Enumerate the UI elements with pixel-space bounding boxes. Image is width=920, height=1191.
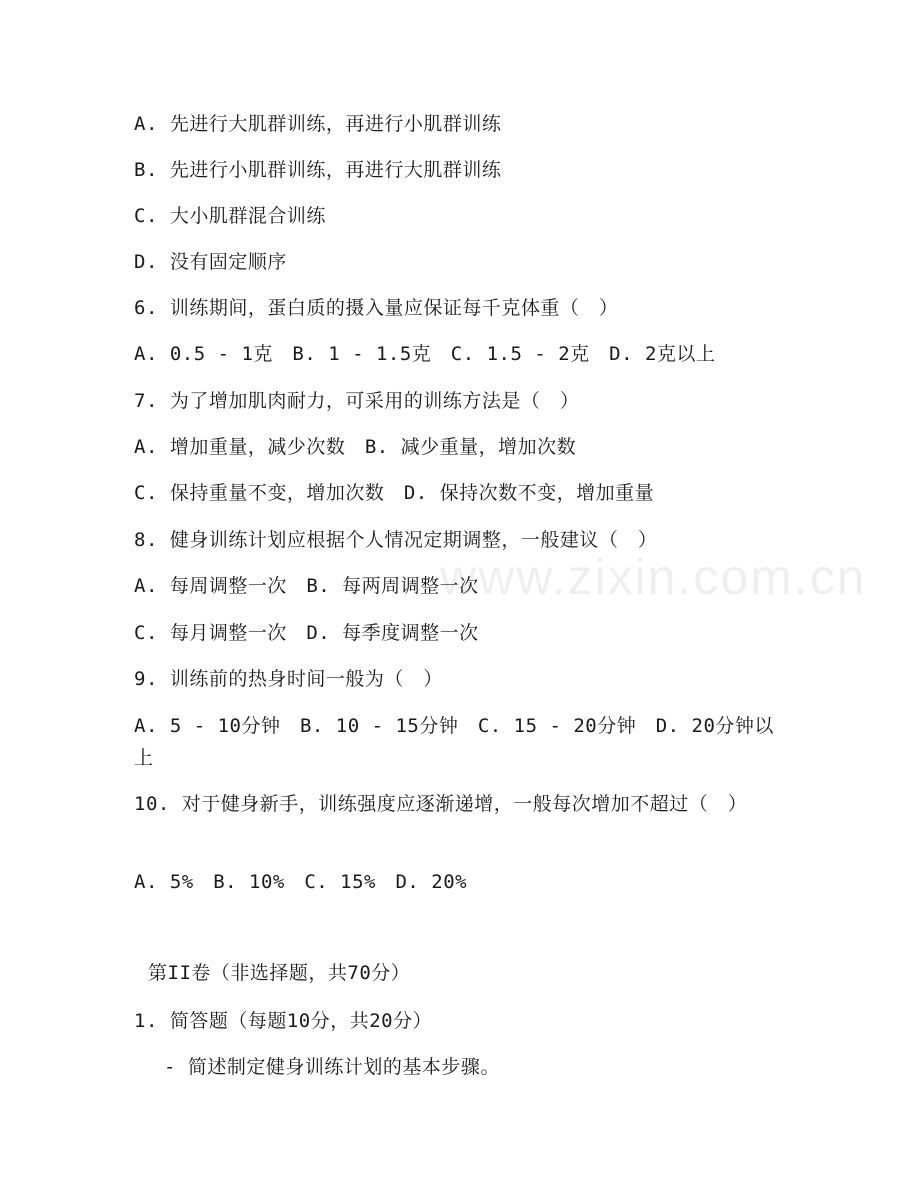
options-q7-ab: A. 增加重量，减少次数 B. 减少重量，增加次数	[134, 436, 577, 458]
question-9: 9. 训练前的热身时间一般为（ ）	[134, 668, 443, 690]
options-q8-cd: C. 每月调整一次 D. 每季度调整一次	[134, 622, 479, 644]
option-q5-b: B. 先进行小肌群训练，再进行大肌群训练	[134, 159, 502, 181]
options-q7-cd: C. 保持重量不变，增加次数 D. 保持次数不变，增加重量	[134, 482, 655, 504]
options-q6: A. 0.5 - 1克 B. 1 - 1.5克 C. 1.5 - 2克 D. 2克以上	[134, 343, 716, 365]
option-q5-c: C. 大小肌群混合训练	[134, 205, 326, 227]
option-q5-a: A. 先进行大肌群训练，再进行小肌群训练	[134, 113, 502, 135]
watermark: www.zixin.com.cn	[440, 549, 867, 605]
question-6: 6. 训练期间，蛋白质的摄入量应保证每千克体重（ ）	[134, 297, 619, 319]
question-10: 10. 对于健身新手，训练强度应逐渐递增，一般每次增加不超过（ ）	[134, 793, 748, 815]
short-answer-item-1: - 简述制定健身训练计划的基本步骤。	[164, 1056, 500, 1078]
question-8: 8. 健身训练计划应根据个人情况定期调整，一般建议（ ）	[134, 529, 658, 551]
options-q10: A. 5% B. 10% C. 15% D. 20%	[134, 871, 468, 893]
question-7: 7. 为了增加肌肉耐力，可采用的训练方法是（ ）	[134, 390, 580, 412]
section-heading-part-ii: 第II卷（非选择题，共70分）	[148, 962, 411, 984]
option-q5-d: D. 没有固定顺序	[134, 251, 287, 273]
options-q9: A. 5 - 10分钟 B. 10 - 15分钟 C. 15 - 20分钟 D. 20分钟以上	[134, 715, 774, 769]
options-q8-ab: A. 每周调整一次 B. 每两周调整一次	[134, 575, 479, 597]
subsection-short-answer: 1. 简答题（每题10分，共20分）	[134, 1010, 433, 1032]
